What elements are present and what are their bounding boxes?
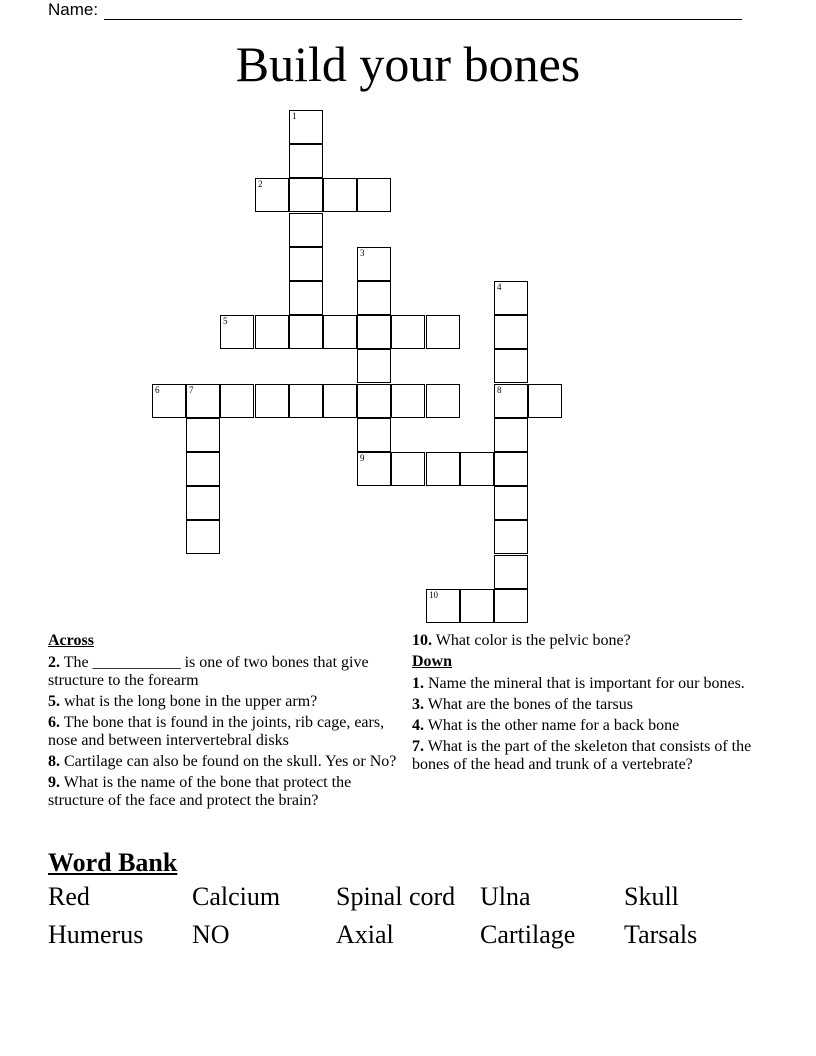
cell-number: 8: [497, 385, 502, 395]
cell-number: 9: [360, 453, 365, 463]
clue-text: Name the mineral that is important for our bones.: [428, 675, 745, 692]
crossword-cell[interactable]: [494, 486, 528, 520]
clue-text: The ___________ is one of two bones that give structure to the forearm: [48, 654, 369, 689]
clue-number: 2.: [48, 654, 60, 671]
word-bank-title: Word Bank: [48, 848, 178, 877]
crossword-cell[interactable]: [494, 452, 528, 486]
crossword-cell[interactable]: [152, 384, 186, 418]
crossword-cell[interactable]: [391, 315, 425, 349]
clue-number: 8.: [48, 753, 60, 770]
word-bank-item: Axial: [336, 920, 394, 949]
crossword-cell[interactable]: [186, 520, 220, 554]
crossword-cell[interactable]: [357, 281, 391, 315]
cell-number: 5: [223, 316, 228, 326]
crossword-cell[interactable]: [494, 349, 528, 383]
clue-text: What are the bones of the tarsus: [427, 696, 633, 713]
clue-number: 3.: [412, 696, 424, 713]
clue-text: The bone that is found in the joints, rib cage, ears, nose and between intervertebral disks: [48, 714, 385, 749]
clue-number: 10.: [412, 632, 432, 649]
cell-number: 4: [497, 282, 502, 292]
crossword-cell[interactable]: [494, 384, 528, 418]
crossword-cell[interactable]: [357, 247, 391, 281]
crossword-cell[interactable]: [460, 452, 494, 486]
crossword-cell[interactable]: [220, 315, 254, 349]
cell-number: 7: [189, 385, 194, 395]
crossword-cell[interactable]: [289, 213, 323, 247]
word-bank-item: NO: [192, 920, 230, 949]
word-bank-item: Humerus: [48, 920, 144, 949]
crossword-cell[interactable]: [255, 384, 289, 418]
page-title: Build your bones: [235, 36, 581, 92]
crossword-cell[interactable]: [528, 384, 562, 418]
clue-text: What is the other name for a back bone: [427, 717, 680, 734]
crossword-cell[interactable]: [289, 110, 323, 144]
crossword-cell[interactable]: [357, 384, 391, 418]
cell-number: 3: [360, 248, 365, 258]
clue-text: what is the long bone in the upper arm?: [64, 693, 318, 710]
crossword-cell[interactable]: [357, 315, 391, 349]
clue-text: Cartilage can also be found on the skull. Yes or No?: [64, 753, 397, 770]
clue-across-9: [48, 774, 408, 810]
clues-left-column: [48, 632, 408, 813]
clue-number: 5.: [48, 693, 60, 710]
clues-right-column: [412, 632, 772, 777]
crossword-cell[interactable]: [494, 589, 528, 623]
clue-across-6: [48, 714, 408, 750]
crossword-cell[interactable]: [289, 178, 323, 212]
word-bank-item: Cartilage: [480, 920, 576, 949]
crossword-cell[interactable]: [494, 555, 528, 589]
clue-text: What is the part of the skeleton that consists of the bones of the head and trunk of a vertebrate?: [412, 738, 752, 773]
word-bank-item: Spinal cord: [336, 882, 456, 911]
crossword-cell[interactable]: [460, 589, 494, 623]
crossword-cell[interactable]: [289, 247, 323, 281]
clue-number: 4.: [412, 717, 424, 734]
crossword-cell[interactable]: [186, 452, 220, 486]
clue-text: What is the name of the bone that protect the structure of the face and protect the brain?: [48, 774, 352, 809]
clue-number: 7.: [412, 738, 424, 755]
crossword-cell[interactable]: [255, 315, 289, 349]
cell-number: 6: [155, 385, 160, 395]
clue-down-1: [412, 675, 772, 693]
crossword-cell[interactable]: [357, 178, 391, 212]
crossword-cell[interactable]: [494, 418, 528, 452]
down-header: Down: [412, 653, 453, 670]
crossword-cell[interactable]: [391, 452, 425, 486]
crossword-cell[interactable]: [494, 520, 528, 554]
crossword-cell[interactable]: [186, 384, 220, 418]
clue-text: What color is the pelvic bone?: [435, 632, 631, 649]
crossword-cell[interactable]: [323, 178, 357, 212]
name-underline[interactable]: [104, 3, 742, 20]
crossword-cell[interactable]: [494, 281, 528, 315]
crossword-cell[interactable]: [323, 315, 357, 349]
crossword-cell[interactable]: [289, 315, 323, 349]
word-bank-item: Calcium: [192, 882, 281, 911]
word-bank: [48, 882, 768, 950]
clue-down-7: [412, 738, 772, 774]
crossword-cell[interactable]: [426, 384, 460, 418]
crossword-cell[interactable]: [220, 384, 254, 418]
clue-down-4: [412, 717, 772, 735]
clue-number: 9.: [48, 774, 60, 791]
crossword-cell[interactable]: [426, 452, 460, 486]
clue-down-3: [412, 696, 772, 714]
cell-number: 10: [429, 590, 438, 600]
word-bank-item: Ulna: [480, 882, 531, 911]
crossword-cell[interactable]: [323, 384, 357, 418]
clue-across-5: [48, 693, 408, 711]
crossword-cell[interactable]: [289, 384, 323, 418]
crossword-cell[interactable]: [357, 452, 391, 486]
word-bank-item: Skull: [624, 882, 679, 911]
word-bank-item: Red: [48, 882, 90, 911]
crossword-cell[interactable]: [357, 418, 391, 452]
across-header: Across: [48, 632, 94, 649]
name-label: Name:: [48, 0, 99, 19]
crossword-cell[interactable]: [255, 178, 289, 212]
crossword-cell[interactable]: [186, 418, 220, 452]
word-bank-item: Tarsals: [624, 920, 698, 949]
crossword-cell[interactable]: [357, 349, 391, 383]
clue-across-2: [48, 654, 408, 690]
crossword-cell[interactable]: [426, 315, 460, 349]
crossword-cell[interactable]: [289, 281, 323, 315]
clue-across-10: [412, 632, 772, 650]
clue-number: 6.: [48, 714, 60, 731]
crossword-cell[interactable]: [391, 384, 425, 418]
cell-number: 2: [258, 179, 263, 189]
crossword-cell[interactable]: [494, 315, 528, 349]
crossword-cell[interactable]: [289, 144, 323, 178]
cell-number: 1: [292, 111, 297, 121]
crossword-cell[interactable]: [186, 486, 220, 520]
clue-number: 1.: [412, 675, 424, 692]
crossword-cell[interactable]: [426, 589, 460, 623]
clue-across-8: [48, 753, 408, 771]
name-field[interactable]: [48, 0, 742, 20]
